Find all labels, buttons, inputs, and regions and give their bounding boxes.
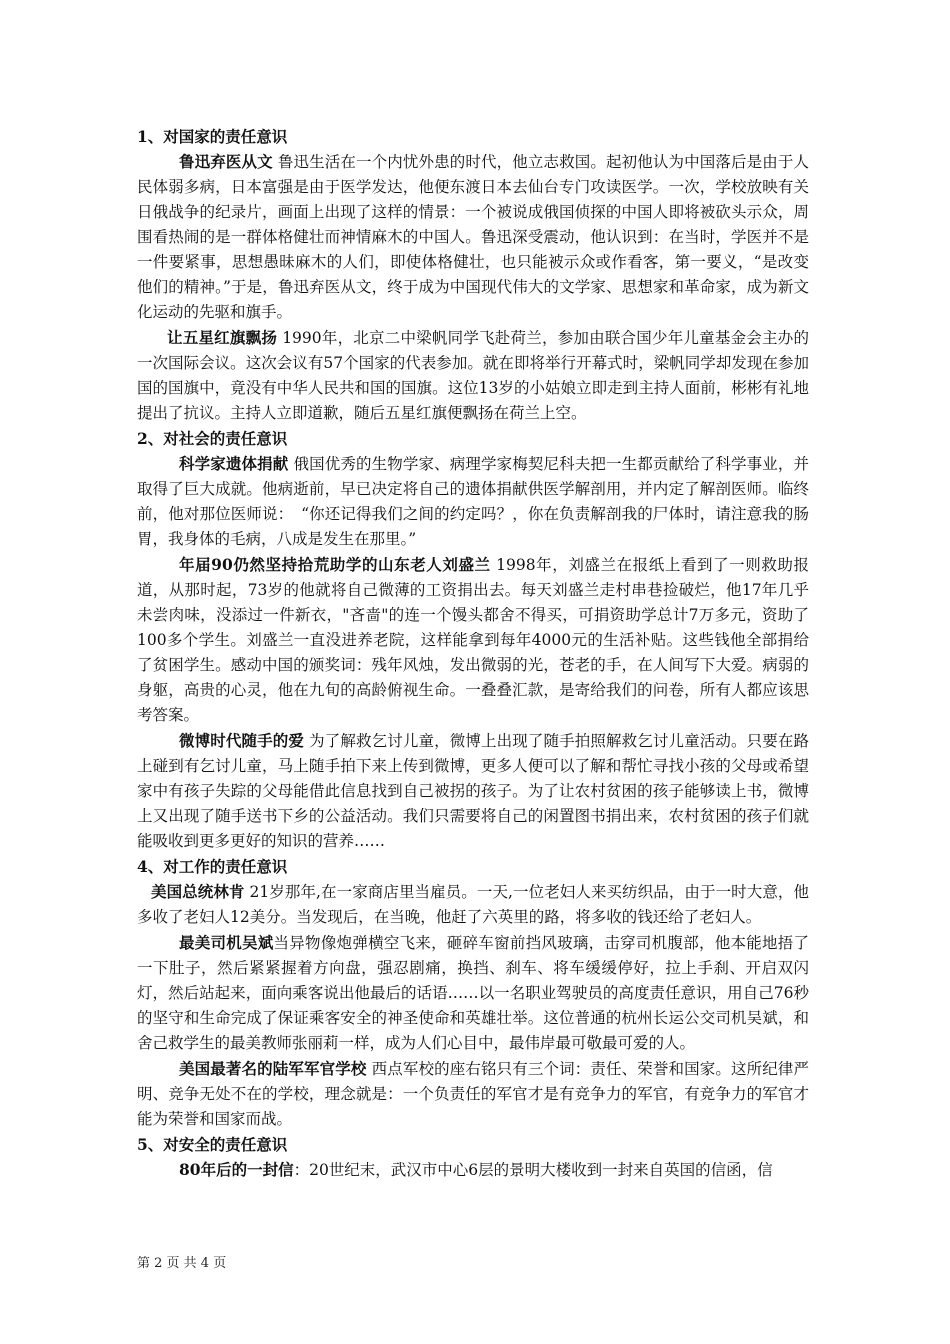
paragraph-title: 科学家遗体捐献	[179, 454, 289, 473]
paragraph-title: 最美司机吴斌	[179, 933, 274, 952]
paragraph	[137, 149, 809, 325]
paragraph-text: 1990年，北京二中梁帆同学飞赴荷兰，参加由联合国少年儿童基金会主办的一次国际会议。这次会议有57个国家的代表参加。就在即将举行开幕式时，梁帆同学却发现在参加国的国旗中，竟没有中华人民共和国的国旗。这位13岁的小姑娘立即走到主持人面前，彬彬有礼地提出了抗议。主持人立即道歉，随后五星红旗便飘扬在荷兰上空。	[137, 329, 809, 422]
paragraph-title: 80年后的一封信	[179, 1160, 294, 1179]
paragraph	[137, 1056, 809, 1132]
paragraph-text: 21岁那年,在一家商店里当雇员。一天,一位老妇人来买纺织品，由于一时大意，他多收了老妇人12美分。当发现后，在当晚，他赶了六英里的路，将多收的钱还给了老妇人。	[137, 883, 809, 926]
paragraph-title: 美国最著名的陆军军官学校	[179, 1059, 367, 1078]
paragraph-text: 鲁迅生活在一个内忧外患的时代，他立志救国。起初他认为中国落后是由于人民体弱多病，日本富强是由于医学发达，他便东渡日本去仙台专门攻读医学。一次，学校放映有关日俄战争的纪录片，画面上出现了这样的情景：一个被说成俄国侦探的中国人即将被砍头示众，周围看热闹的是一群体格健壮而神情麻木的中国人。鲁迅深受震动，他认识到：在当时，学医并不是一件要紧事，思想愚昧麻木的人们，即使体格健壮，也只能被示众或作看客，第一要义，“是改变他们的精神。”于是，鲁迅弃医从文，终于成为中国现代伟大的文学家、思想家和革命家，成为新文化运动的先驱和旗手。	[137, 153, 809, 321]
paragraph-text: 为了解救乞讨儿童，微博上出现了随手拍照解救乞讨儿童活动。只要在路上碰到有乞讨儿童，马上随手拍下来上传到微博，更多人便可以了解和帮忙寻找小孩的父母或希望家中有孩子失踪的父母能借此信息找到自己被拐的孩子。为了让农村贫困的孩子能够读上书，微博上又出现了随手送书下乡的公益活动。我们只需要将自己的闲置图书捐出来，农村贫困的孩子们就能吸收到更多更好的知识的营养……	[137, 732, 809, 850]
paragraph-text: 1998年，刘盛兰在报纸上看到了一则救助报道，从那时起，73岁的他就将自己微薄的工资捐出去。每天刘盛兰走村串巷捡破烂，他17年几乎未尝肉味，没添过一件新衣，"吝啬"的连一个馒头都舍不得买，可捐资助学总计7万多元，资助了100多个学生。刘盛兰一直没进养老院，这样能拿到每年4000元的生活补贴。这些钱他全部捐给了贫困学生。感动中国的颁奖词：残年风烛，发出微弱的光，苍老的手，在人间写下大爱。病弱的身躯，高贵的心灵，他在九旬的高龄俯视生命。一叠叠汇款，是寄给我们的问卷，所有人都应该思考答案。	[137, 556, 809, 724]
paragraph	[137, 325, 809, 426]
page-footer: 第 2 页 共 4 页	[137, 1256, 227, 1271]
paragraph-text: 西点军校的座右铭只有三个词：责任、荣誉和国家。这所纪律严明、竞争无处不在的学校，理念就是：一个负责任的军官才是有竞争力的军官，有竞争力的军官才能为荣誉和国家而战。	[137, 1060, 809, 1128]
section-heading: 2、对社会的责任意识	[137, 429, 288, 448]
paragraph-title: 美国总统林肯	[151, 882, 245, 901]
paragraph	[137, 451, 809, 552]
paragraph-title: 让五星红旗飘扬	[167, 328, 278, 347]
paragraph	[137, 1157, 809, 1183]
paragraph	[137, 879, 809, 930]
section-heading: 1、对国家的责任意识	[137, 127, 288, 146]
paragraph	[137, 552, 809, 728]
paragraph-text: 俄国优秀的生物学家、病理学家梅契尼科夫把一生都贡献给了科学事业，并取得了巨大成就。他病逝前，早已决定将自己的遗体捐献供医学解剖用，并内定了解剖医师。临终前，他对那位医师说： “你还记得我们之间的约定吗？，你在负责解剖我的尸体时，请注意我的肠胃，我身体的毛病，八成是发生在那里。”	[137, 455, 809, 548]
paragraph-title: 年届90仍然坚持拾荒助学的山东老人刘盛兰	[179, 555, 491, 574]
section-heading: 4、对工作的责任意识	[137, 857, 288, 876]
paragraph-title: 鲁迅弃医从文	[179, 152, 273, 171]
section-heading: 5、对安全的责任意识	[137, 1135, 288, 1154]
paragraph-text: 当异物像炮弹横空飞来，砸碎车窗前挡风玻璃，击穿司机腹部，他本能地捂了一下肚子，然后紧紧握着方向盘，强忍剧痛，换挡、刹车、将车缓缓停好，拉上手刹、开启双闪灯，然后站起来，面向乘客说出他最后的话语……以一名职业驾驶员的高度责任意识，用自己76秒的坚守和生命完成了保证乘客安全的神圣使命和英雄壮举。这位普通的杭州长运公交司机吴斌，和舍己救学生的最美教师张丽莉一样，成为人们心目中，最伟岸最可敬最可爱的人。	[137, 934, 809, 1052]
paragraph	[137, 728, 809, 854]
paragraph	[137, 930, 809, 1056]
document-page	[137, 124, 809, 1183]
paragraph-text: ：20世纪末，武汉市中心6层的景明大楼收到一封来自英国的信函，信	[293, 1161, 773, 1179]
paragraph-title: 微博时代随手的爱	[179, 731, 305, 750]
